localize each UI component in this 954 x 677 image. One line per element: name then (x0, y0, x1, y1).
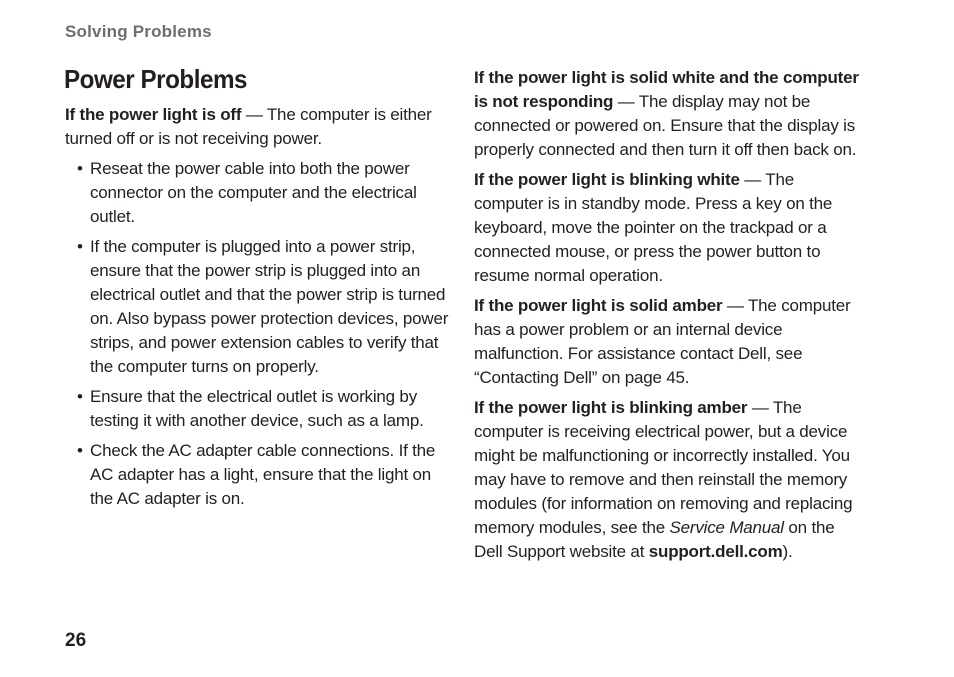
blinking-amber-text: The computer is receiving electrical power, but a device might be malfunctioning or incorrectly installed. You may have to remove and then reinstall the memory modules (for information on removing and replacing memory modules, see the (474, 398, 853, 537)
em-dash: — (739, 170, 766, 189)
list-item-text: Ensure that the electrical outlet is working by testing it with another device, such as a lamp. (90, 387, 424, 430)
solid-amber-heading: If the power light is solid amber (474, 296, 723, 315)
list-item (65, 235, 449, 379)
bullet-icon: • (77, 237, 83, 256)
right-column (474, 66, 864, 570)
solid-amber-text: The computer has a power problem or an internal device malfunction. For assistance contact Dell, see “Contacting Dell” on page 45. (474, 296, 851, 387)
list-item-text: Reseat the power cable into both the power connector on the computer and the electrical outlet. (90, 159, 417, 226)
list-item (65, 385, 449, 433)
solid-white-heading: If the power light is solid white and the computer is not responding (474, 68, 859, 111)
service-manual-title: Service Manual (669, 518, 784, 537)
bullet-icon: • (77, 441, 83, 460)
blinking-amber-text-mid: on the Dell Support website at (474, 518, 835, 561)
page-title: Power Problems (64, 64, 247, 94)
troubleshooting-list (65, 157, 449, 511)
list-item-text: If the computer is plugged into a power strip, ensure that the power strip is plugged into an electrical outlet and that the power strip is turned on. Also bypass power protection devices, power strips, and power extension cables to verify that the computer turns on properly. (90, 237, 449, 376)
power-light-off-heading: If the power light is off (65, 105, 242, 124)
bullet-icon: • (77, 159, 83, 178)
list-item-text: Check the AC adapter cable connections. If the AC adapter has a light, ensure that the light on the AC adapter is on. (90, 441, 436, 508)
em-dash: — (613, 92, 639, 111)
power-light-off-paragraph (65, 103, 449, 151)
support-site-link[interactable]: support.dell.com (648, 542, 783, 561)
blinking-amber-text-end: ). (782, 542, 793, 561)
em-dash: — (747, 398, 773, 417)
blinking-white-text: The computer is in standby mode. Press a key on the keyboard, move the pointer on the trackpad or a connected mouse, or press the power button to resume normal operation. (474, 170, 833, 285)
list-item (65, 157, 449, 229)
solid-white-paragraph (474, 66, 864, 162)
page-number: 26 (65, 630, 87, 651)
bullet-icon: • (77, 387, 83, 406)
running-head: Solving Problems (65, 22, 212, 41)
list-item (65, 439, 449, 511)
solid-amber-paragraph (474, 294, 864, 390)
blinking-amber-heading: If the power light is blinking amber (474, 398, 748, 417)
left-column (65, 103, 449, 517)
solid-white-text: The display may not be connected or powered on. Ensure that the display is properly connected and then turn it off then back on. (474, 92, 857, 159)
blinking-white-heading: If the power light is blinking white (474, 170, 740, 189)
em-dash: — (722, 296, 748, 315)
blinking-white-paragraph (474, 168, 864, 288)
power-light-off-text: The computer is either turned off or is not receiving power. (65, 105, 432, 148)
blinking-amber-paragraph (474, 396, 864, 564)
em-dash: — (241, 105, 267, 124)
